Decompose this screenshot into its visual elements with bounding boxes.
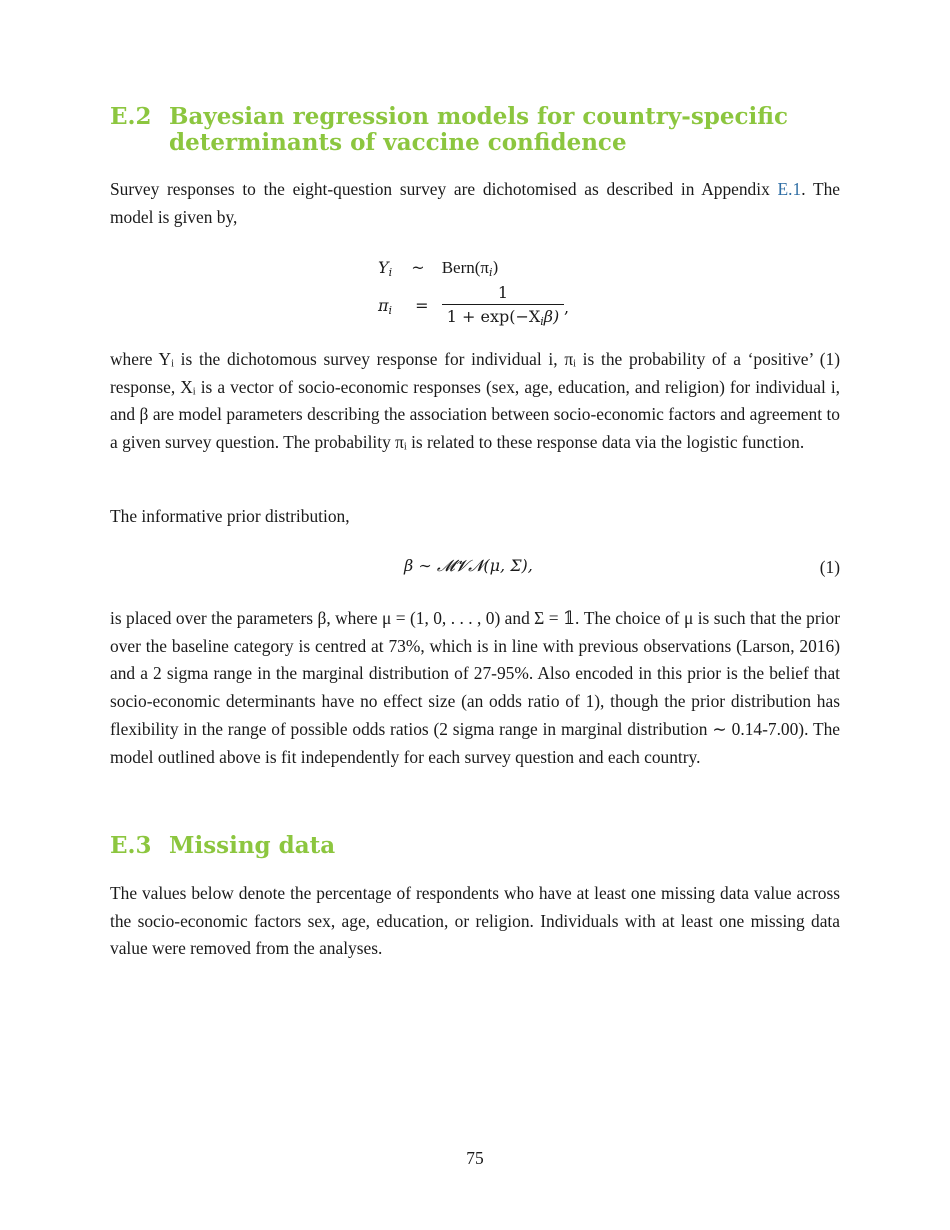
intro-text-end: . The model is given by, xyxy=(110,179,840,227)
equation-number: (1) xyxy=(819,557,840,577)
section-heading-e3 xyxy=(110,833,860,859)
page-number: 75 xyxy=(466,1148,484,1168)
paragraph-intro xyxy=(110,176,840,231)
paragraph-prior-description: is placed over the parameters β, where μ = (1, 0, . . . , 0) and Σ = 𝟙. The choice of μ is such that the prior over the baseline category is centred at 73%, which is in line with previous observations (Larson, 2016) and a 2 sigma range in the marginal distribution of 27-95%. Also encoded in this prior is the belief that socio-economic determinants have no effect size (an odds ratio of 1), though the prior distribution has flexibility in the range of possible odds ratios (2 sigma range in marginal distribution ∼ 0.14-7.00). The model outlined above is fit independently for each survey question and each country. xyxy=(110,608,840,767)
model-equation: $Y_i$ ~ $Bern(\pi_i)$ $\pi_i$ = 1 $1 + \exp(-X_i\beta)$ , xyxy=(378,258,618,332)
paragraph-prior-intro: The informative prior distribution, xyxy=(110,506,350,526)
prior-equation: β ∼ 𝓜𝓥𝓝(μ, Σ), xyxy=(404,556,533,575)
equation-row-2: $\pi_i$ = xyxy=(378,296,429,317)
intro-text: Survey responses to the eight-question survey are dichotomised as described in Appendix xyxy=(110,179,770,199)
logistic-fraction: 1 $1 + \exp(-X_i\beta)$ xyxy=(442,283,564,332)
appendix-link[interactable]: E.1 xyxy=(777,179,802,199)
paragraph-missing-data: The values below denote the percentage of respondents who have at least one missing data value across the socio-economic factors sex, age, education, or religion. Individuals with at least one missing data value were removed from the analyses. xyxy=(110,883,840,959)
section-number: E.2 xyxy=(110,103,152,130)
equation-row-1: $Y_i$ ~ $Bern(\pi_i)$ xyxy=(378,258,499,279)
section-title: Bayesian regression models for country-specific determinants of vaccine confidence xyxy=(169,103,788,156)
section-heading-e2 xyxy=(110,104,860,156)
paragraph-definitions: where Yᵢ is the dichotomous survey response for individual i, πᵢ is the probability of a ‘positive’ (1) response, Xᵢ is a vector of socio-economic responses (sex, age, education, and religion) for individual i, and β are model parameters describing the association between socio-economic factors and agreement to a given survey question. The probability πᵢ is related to these response data via the logistic function. xyxy=(110,349,840,453)
section-title: Missing data xyxy=(169,832,336,859)
section-number: E.3 xyxy=(110,832,152,859)
